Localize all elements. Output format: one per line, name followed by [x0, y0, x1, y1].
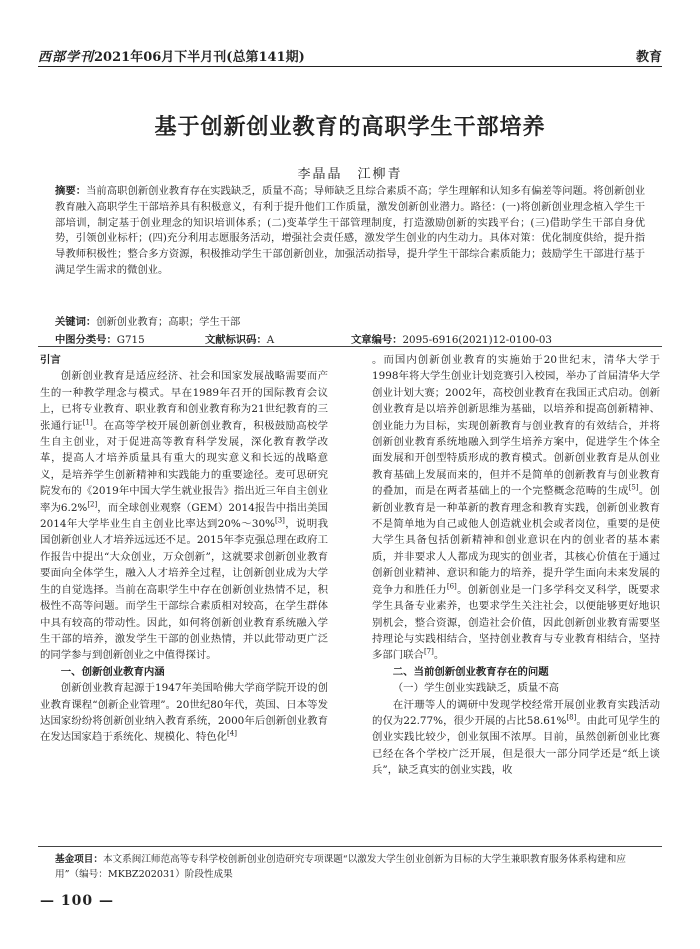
section-label: 教育: [635, 50, 662, 65]
keywords: [55, 313, 645, 328]
header-rule: [38, 66, 662, 67]
funding-label: 基金项目：: [55, 854, 103, 865]
journal-name: 西部学刊: [38, 50, 95, 65]
section-1-paragraph-cont: 。而国内创新创业教育的实施始于20世纪末，清华大学于1998年将大学生创业计划竞赛引入校园，举办了首届清华大学创业计划大赛；2002年，高校创业教育在我国正式启动。创新创业教育是以培养创新思维为基础，以培养和提高创新精神、创业能力为目标，实现创新教育与创业教育的有效结合，并将创新创业教育系统地融入到学生培养方案中，促进学生个体全面发展和开创型特质形成的教育模式。创新创业教育是从创业教育基础上发展而来的，但并不是简单的创新教育与创业教育的叠加，而是在两者基础上的一个完整概念范畴的生成[5]。创新创业教育是一种革新的教育理念和教育实践，创新创业教育不是简单地为自己或他人创造就业机会或者岗位，重要的是使大学生具备包括创新精神和创业意识在内的创业者的基本素质，并非要求人人都成为现实的创业者，其核心价值在于通过创新创业精神、意识和能力的培养，提升学生面向未来发展的竞争力和胜任力[6]。创新创业是一门多学科交叉科学，既要求学生具备专业素养，也要求学生关注社会，以便能够更好地识别机会，整合资源，创造社会价值，因此创新创业教育需要坚持理论与实践相结合，坚持创业教育与专业教育相结合，坚持多部门联合[7]。: [372, 354, 661, 662]
abstract-text: 当前高职创新创业教育存在实践缺乏，质量不高；导师缺乏且综合素质不高；学生理解和认知多有偏差等问题。将创新创业教育融入高职学生干部培养具有积极意义，有利于提升他们工作质量，激发创新创业潜力。路径：(一)将创新创业理念植入学生干部培训，制定基于创业理念的知识培训体系；(二)变革学生干部管理制度，打造激励创新的实践平台；(三)借助学生干部自身优势，引领创业标杆；(四)充分利用志愿服务活动，增强社会责任感，激发学生创业的内生动力。具体对策：优化制度供给，提升指导教师积极性；整合多方资源，积极推动学生干部创新创业，加强活动指导，提升学生干部综合素质能力；鼓励学生干部进行基于满足学生需求的微创业。: [55, 185, 646, 276]
meta-rule: [38, 346, 662, 347]
ref-4: [4]: [227, 729, 237, 738]
article-number: 文章编号：2095-6916(2021)12-0100-03: [351, 334, 552, 346]
section-2-heading: 二、当前创新创业教育存在的问题: [392, 665, 549, 678]
section-1-paragraph-start: 创新创业教育起源于1947年美国哈佛大学商学院开设的创业教育课程“创新企业管理”。20世纪80年代，英国、日本等发达国家纷纷将创新创业纳入教育系统，2000年后创新创业教育在发达国家趋于系统化、规模化、特色化[4]: [40, 682, 328, 744]
document-code: 文献标识码：A: [205, 334, 275, 346]
journal-info: [38, 46, 305, 65]
ref-8: [8]: [566, 713, 577, 722]
abstract: [55, 184, 645, 279]
page-number: — 100 —: [40, 893, 114, 909]
keywords-text: 创新创业教育；高职；学生干部: [96, 316, 241, 328]
ref-6: [6]: [446, 582, 457, 591]
ref-5: [5]: [628, 483, 639, 492]
page-header: [38, 46, 662, 66]
keywords-label: 关键词：: [55, 316, 97, 328]
article-meta: [55, 331, 645, 345]
journal-issue: 2021年06月下半月刊(总第141期): [94, 50, 305, 65]
section-1-heading: 一、创新创业教育内涵: [60, 665, 165, 678]
intro-paragraph: 创新创业教育是适应经济、社会和国家发展战略需要而产生的一种教学理念与模式。早在1989年召开的国际教育会议上，已将专业教育、职业教育和创业教育称为21世纪教育的三张通行证[1]。在高等学校开展创新创业教育，积极鼓励高校学生自主创业，对于促进高等教育科学发展，深化教育教学改革，提高人才培养质量具有重大的现实意义和长远的战略意义，是培养学生创新精神和实践能力的重要途径。麦可思研究院发布的《2019年中国大学生就业报告》指出近三年自主创业率为6.2%[2]，而全球创业观察（GEM）2014报告中指出美国2014年大学毕业生自主创业比率达到20%～30%[3]，说明我国创新创业人才培养远远还不足。2015年李克强总理在政府工作报告中提出“大众创业，万众创新”，这就要求创新创业教育要面向全体学生，融入人才培养全过程，让创新创业成为大学生的自觉选择。当前在高职学生中存在创新创业热情不足，积极性不高等问题。而学生干部综合素质相对较高，在学生群体中具有较高的带动性。因此，如何将创新创业教育系统融入学生干部的培养，激发学生干部的创业热情，并以此带动更广泛的同学参与到创新创业之中值得探讨。: [40, 370, 329, 662]
funding-text: 本文系闽江师范高等专科学校创新创业创造研究专项课题“以激发大学生创业创新为目标的大学生兼职教育服务体系构建和应用”（编号：MKBZ202031）阶段性成果: [55, 854, 626, 880]
footnote-rule: [38, 846, 662, 847]
subsection-1-paragraph: 在汗珊等人的调研中发现学校经常开展创业教育实践活动的仅为22.77%，很少开展的占比58.61%[8]。由此可见学生的创业实践比较少，创业氛围不浓厚。目前，虽然创新创业比赛已经在各个学校广泛开展，但是很大一部分同学还是“纸上谈兵”，缺乏真实的创业实践，收: [372, 698, 660, 777]
intro-heading: 引言: [40, 354, 61, 366]
right-column: [372, 352, 660, 779]
clc-number: 中图分类号：G715: [55, 334, 145, 346]
left-column: [40, 352, 328, 746]
subsection-1-heading: （一）学生创业实践缺乏，质量不高: [392, 682, 560, 695]
ref-3: [3]: [274, 516, 285, 525]
ref-1: [1]: [82, 418, 93, 427]
abstract-label: 摘要：: [55, 185, 87, 197]
funding-note: [55, 852, 655, 882]
article-authors: 李晶晶 江柳青: [297, 167, 403, 182]
ref-2: [2]: [87, 500, 98, 509]
article-title: 基于创新创业教育的高职学生干部培养: [154, 114, 546, 140]
ref-7: [7]: [423, 647, 434, 656]
